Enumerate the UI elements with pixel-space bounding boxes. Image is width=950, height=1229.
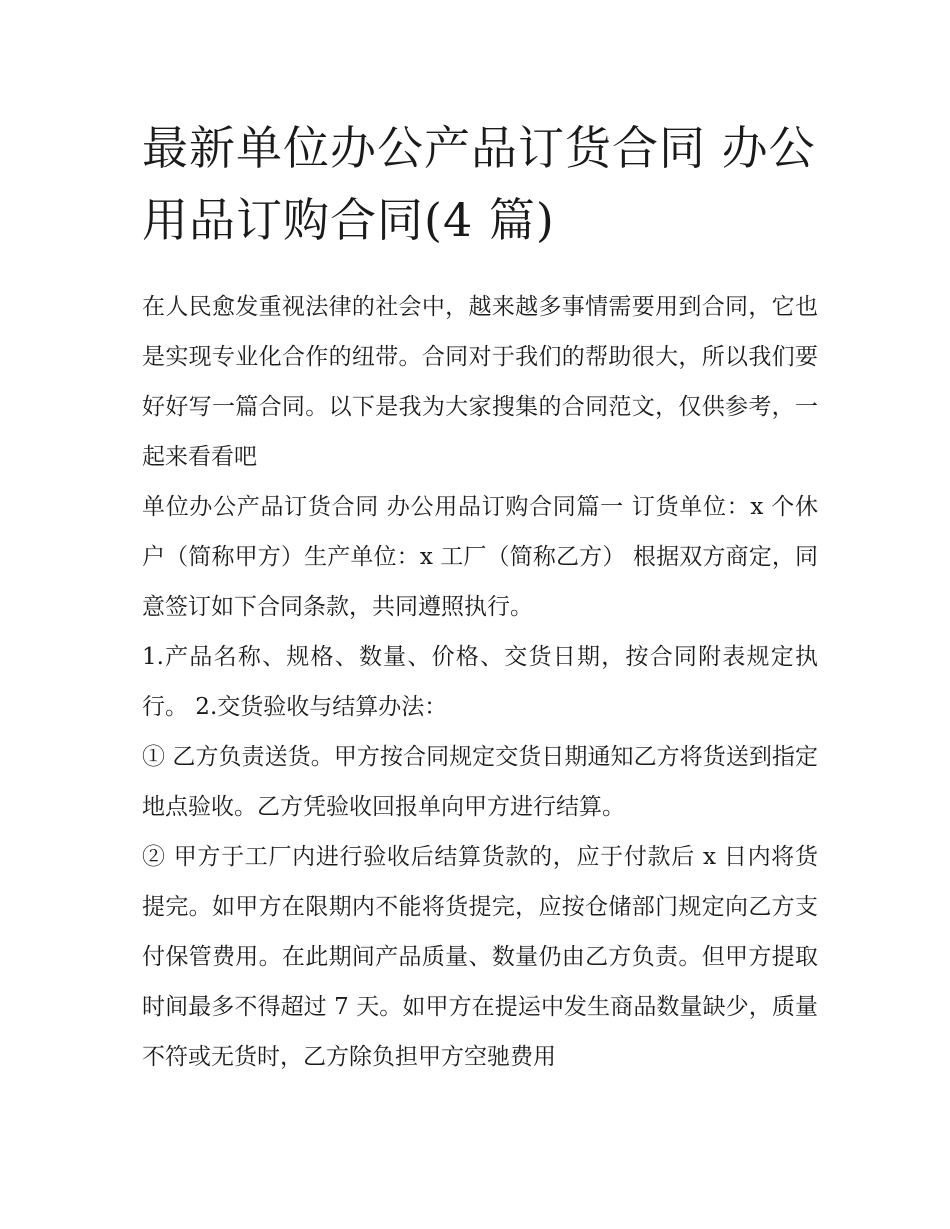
paragraph-intro: 在人民愈发重视法律的社会中，越来越多事情需要用到合同，它也是实现专业化合作的纽带。合同对于我们的帮助很大，所以我们要好好写一篇合同。以下是我为大家搜集的合同范文，仅供参考，一起来看看吧: [142, 294, 818, 470]
paragraph-parties: 单位办公产品订货合同 办公用品订购合同篇一 订货单位：x 个休户（简称甲方）生产单位：x 工厂（简称乙方） 根据双方商定，同意签订如下合同条款，共同遵照执行。: [142, 494, 818, 620]
paragraph-delivery-a: ① 乙方负责送货。甲方按合同规定交货日期通知乙方将货送到指定地点验收。乙方凭验收回报单向甲方进行结算。: [142, 744, 818, 820]
document-page: [142, 112, 818, 1082]
paragraph-delivery-b: ② 甲方于工厂内进行验收后结算货款的，应于付款后 x 日内将货提完。如甲方在限期内不能将货提完，应按仓储部门规定向乙方支付保管费用。在此期间产品质量、数量仍由乙方负责。但甲方提取时间最多不得超过 7 天。如甲方在提运中发生商品数量缺少，质量不符或无货时，乙方除负担甲方空驰费用: [142, 844, 818, 1070]
paragraph-clause-1-2: 1.产品名称、规格、数量、价格、交货日期，按合同附表规定执行。 2.交货验收与结算办法：: [142, 644, 818, 720]
document-title: 最新单位办公产品订货合同 办公用品订购合同(4 篇): [142, 121, 816, 247]
